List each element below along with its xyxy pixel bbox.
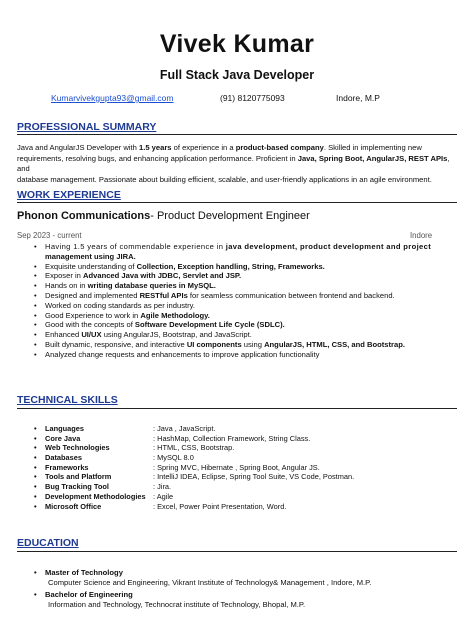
degree-detail: Information and Technology, Technocrat institute of Technology, Bhopal, M.P. xyxy=(48,599,306,609)
skill-row xyxy=(31,482,354,492)
summary-line: Java and AngularJS Developer with 1.5 years of experience in a product-based company. Skilled in implementing new xyxy=(17,143,422,152)
summary-text xyxy=(17,143,463,185)
skill-row xyxy=(31,424,354,434)
skills-table xyxy=(31,424,354,511)
summary-line: database management. Passionate about building efficient, scalable, and user-friendly applications in an agile environment. xyxy=(17,174,432,184)
skill-category: • Development Methodologies xyxy=(31,492,153,502)
skill-category: • Databases xyxy=(31,453,153,463)
skill-value: : HTML, CSS, Bootstrap. xyxy=(153,443,235,453)
company-line xyxy=(17,210,310,222)
skill-category: • Core Java xyxy=(31,434,153,444)
skill-category: • Microsoft Office xyxy=(31,502,153,512)
summary-divider xyxy=(17,134,457,135)
degree-name: • Bachelor of Engineering xyxy=(31,590,451,600)
experience-bullet: • Exposer in Advanced Java with JDBC, Servlet and JSP. xyxy=(31,271,451,281)
skill-value: : Java , JavaScript. xyxy=(153,424,216,433)
experience-bullet: • Worked on coding standards as per industry. xyxy=(31,301,451,311)
skill-row xyxy=(31,463,354,473)
education-list xyxy=(31,568,451,610)
skill-value: : IntelliJ IDEA, Eclipse, Spring Tool Suite, VS Code, Postman. xyxy=(153,472,355,482)
skill-row xyxy=(31,453,354,463)
degree-name: • Master of Technology xyxy=(31,568,451,578)
skill-row xyxy=(31,434,354,444)
skill-value: : Jira. xyxy=(153,482,172,492)
job-title: Full Stack Java Developer xyxy=(159,68,315,82)
skill-value: : Spring MVC, Hibernate , Spring Boot, Angular JS. xyxy=(153,462,320,472)
role-title: - Product Development Engineer xyxy=(150,210,310,222)
experience-bullet: • Built dynamic, responsive, and interactive UI components using AngularJS, HTML, CSS, and Bootstrap. xyxy=(31,340,451,350)
skill-row xyxy=(31,472,354,482)
skill-category: • Web Technologies xyxy=(31,443,153,453)
experience-bullet: • Analyzed change requests and enhancements to improve application functionality xyxy=(31,350,451,360)
skill-category: • Tools and Platform xyxy=(31,472,153,482)
experience-bullet: • Good Experience to work in Agile Methodology. xyxy=(31,311,451,321)
skill-row xyxy=(31,502,354,512)
email-link[interactable]: Kumarvivekgupta93@gmail.com xyxy=(51,93,174,103)
skill-value: : Excel, Power Point Presentation, Word. xyxy=(153,501,287,511)
skill-category: • Bug Tracking Tool xyxy=(31,482,153,492)
experience-bullet: • Designed and implemented RESTful APIs for seamless communication between frontend and backend. xyxy=(31,291,451,301)
skill-category: • Frameworks xyxy=(31,463,153,473)
summary-heading: PROFESSIONAL SUMMARY xyxy=(17,121,157,133)
education-heading: EDUCATION xyxy=(17,537,79,549)
job-location: Indore xyxy=(410,231,433,240)
experience-bullet: management using JIRA. xyxy=(45,251,136,261)
experience-heading: WORK EXPERIENCE xyxy=(17,189,121,201)
job-dates: Sep 2023 - current xyxy=(17,231,82,240)
skill-category: • Languages xyxy=(31,424,153,434)
skill-value: : MySQL 8.0 xyxy=(153,453,194,463)
company-name: Phonon Communications xyxy=(17,210,151,222)
phone-number: (91) 8120775093 xyxy=(220,93,285,103)
experience-bullet: • Hands on in writing database queries in MySQL. xyxy=(31,281,451,291)
skills-divider xyxy=(17,408,457,409)
experience-bullet: • Enhanced UI/UX using AngularJS, Bootstrap, and JavaScript. xyxy=(31,330,451,340)
experience-bullets xyxy=(31,242,451,360)
education-divider xyxy=(17,551,457,552)
candidate-name: Vivek Kumar xyxy=(159,30,315,58)
skill-value: : Agile xyxy=(153,491,174,501)
experience-bullet: • Good with the concepts of Software Development Life Cycle (SDLC). xyxy=(31,320,451,330)
experience-bullet: • Exquisite understanding of Collection, Exception handling, String, Frameworks. xyxy=(31,262,451,272)
degree-detail: Computer Science and Engineering, Vikrant Institute of Technology& Management , Indore, M.P. xyxy=(48,577,372,587)
skill-row xyxy=(31,492,354,502)
summary-line: requirements, resolving bugs, and enhancing application performance. Proficient in Java, Spring Boot, AngularJS, REST APIs, and xyxy=(17,153,450,173)
experience-bullet: • Having 1.5 years of commendable experience in java development, product development and project xyxy=(31,242,451,252)
skills-heading: TECHNICAL SKILLS xyxy=(17,394,118,406)
skill-value: : HashMap, Collection Framework, String Class. xyxy=(153,433,311,443)
skill-row xyxy=(31,443,354,453)
location: Indore, M.P xyxy=(336,93,380,103)
experience-divider xyxy=(17,202,457,203)
